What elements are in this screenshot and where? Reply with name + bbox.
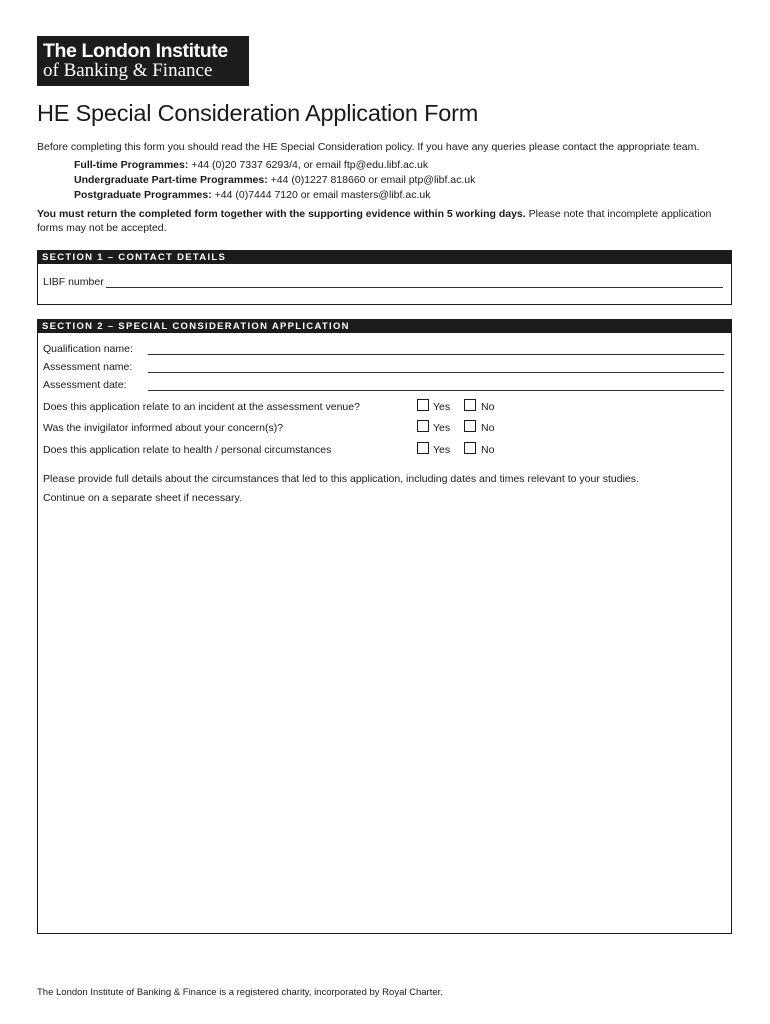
- question-invigilator-informed: Was the invigilator informed about your concern(s)?: [43, 422, 284, 434]
- intro-text: Before completing this form you should read the HE Special Consideration policy. If you have any queries please contact the appropriate team.: [37, 141, 700, 153]
- footer-charity-note: The London Institute of Banking & Finance is a registered charity, incorporated by Royal Charter.: [37, 987, 443, 998]
- assessment-name-label: Assessment name:: [43, 361, 133, 373]
- health-yes-label: Yes: [433, 444, 451, 456]
- contact-label: Undergraduate Part-time Programmes:: [74, 174, 268, 186]
- section-special-consideration: [37, 319, 732, 934]
- incident-no-checkbox[interactable]: [464, 399, 476, 411]
- deadline-notice: [37, 207, 737, 235]
- invigilator-yes-checkbox[interactable]: [417, 420, 429, 432]
- assessment-name-field[interactable]: [148, 372, 724, 373]
- section-contact-details: [37, 250, 732, 305]
- contact-detail: +44 (0)1227 818660 or email ptp@libf.ac.uk: [267, 174, 476, 186]
- qualification-name-field[interactable]: [148, 354, 724, 355]
- incident-yes-label: Yes: [433, 401, 451, 413]
- logo-line-1: The London Institute: [43, 40, 228, 62]
- logo: [37, 36, 249, 86]
- libf-number-field[interactable]: [106, 287, 723, 288]
- details-instructions-line-1: Please provide full details about the circumstances that led to this application, including dates and times relevant to your studies.: [43, 473, 639, 485]
- contact-postgraduate: [74, 188, 475, 203]
- section-1-heading: SECTION 1 – CONTACT DETAILS: [38, 251, 731, 264]
- contact-full-time: [74, 158, 475, 173]
- contact-undergraduate: [74, 173, 475, 188]
- health-no-checkbox[interactable]: [464, 442, 476, 454]
- logo-line-2: of Banking & Finance: [43, 60, 213, 81]
- details-instructions: [43, 470, 723, 508]
- details-instructions-line-2: Continue on a separate sheet if necessary.: [43, 492, 242, 504]
- incident-no-label: No: [481, 401, 495, 413]
- contact-label: Full-time Programmes:: [74, 159, 189, 171]
- section-2-heading: SECTION 2 – SPECIAL CONSIDERATION APPLICATION: [38, 320, 731, 333]
- deadline-notice-bold: You must return the completed form together with the supporting evidence within 5 working days.: [37, 208, 526, 220]
- question-health-circumstances: Does this application relate to health / personal circumstances: [43, 444, 332, 456]
- question-incident-at-venue: Does this application relate to an incident at the assessment venue?: [43, 401, 360, 413]
- assessment-date-label: Assessment date:: [43, 379, 127, 391]
- contact-list: [74, 158, 475, 203]
- qualification-name-label: Qualification name:: [43, 343, 133, 355]
- health-yes-checkbox[interactable]: [417, 442, 429, 454]
- details-text-area[interactable]: [43, 515, 725, 925]
- incident-yes-checkbox[interactable]: [417, 399, 429, 411]
- invigilator-yes-label: Yes: [433, 422, 451, 434]
- deadline-notice-rest: Please note that incomplete application forms may not be accepted.: [37, 208, 712, 234]
- contact-detail: +44 (0)20 7337 6293/4, or email ftp@edu.libf.ac.uk: [188, 159, 429, 171]
- contact-label: Postgraduate Programmes:: [74, 189, 212, 201]
- libf-number-label: LIBF number: [43, 276, 104, 288]
- health-no-label: No: [481, 444, 495, 456]
- contact-detail: +44 (0)7444 7120 or email masters@libf.ac.uk: [211, 189, 431, 201]
- assessment-date-field[interactable]: [148, 390, 724, 391]
- invigilator-no-label: No: [481, 422, 495, 434]
- invigilator-no-checkbox[interactable]: [464, 420, 476, 432]
- page-title: HE Special Consideration Application Form: [37, 100, 479, 126]
